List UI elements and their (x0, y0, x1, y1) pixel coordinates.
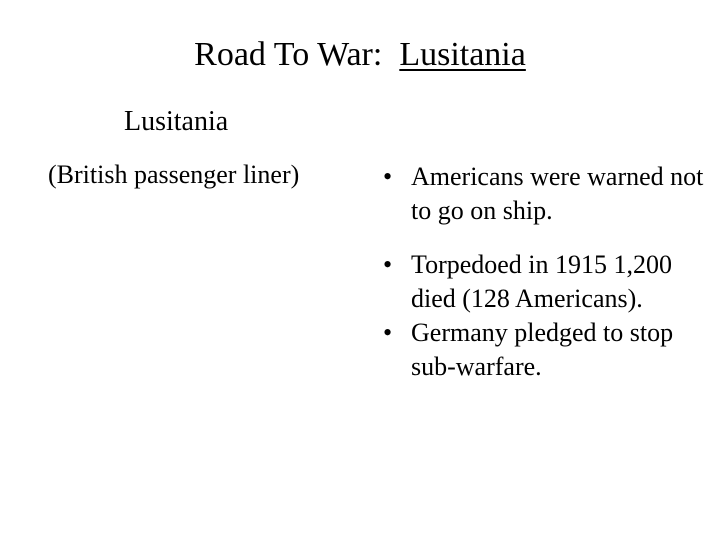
slide-title (0, 34, 720, 76)
bullet-dot-icon: • (383, 250, 393, 279)
bullet-item (383, 248, 713, 316)
bullet-dot-icon: • (383, 162, 393, 191)
subheading-lusitania: Lusitania (124, 106, 229, 137)
bullet-text: Americans were warned not to go on ship. (411, 162, 704, 225)
title-lusitania: Lusitania (399, 36, 526, 73)
bullet-item (383, 160, 713, 228)
bullet-text: Germany pledged to stop sub-warfare. (411, 318, 674, 381)
bullet-list (383, 160, 713, 384)
bullet-text: Torpedoed in 1915 1,200 died (128 Americans). (411, 250, 673, 313)
bullet-item (383, 316, 713, 384)
caption-passenger-liner: (British passenger liner) (48, 160, 300, 189)
bullet-dot-icon: • (383, 318, 393, 347)
title-prefix: Road To War: (194, 36, 383, 73)
